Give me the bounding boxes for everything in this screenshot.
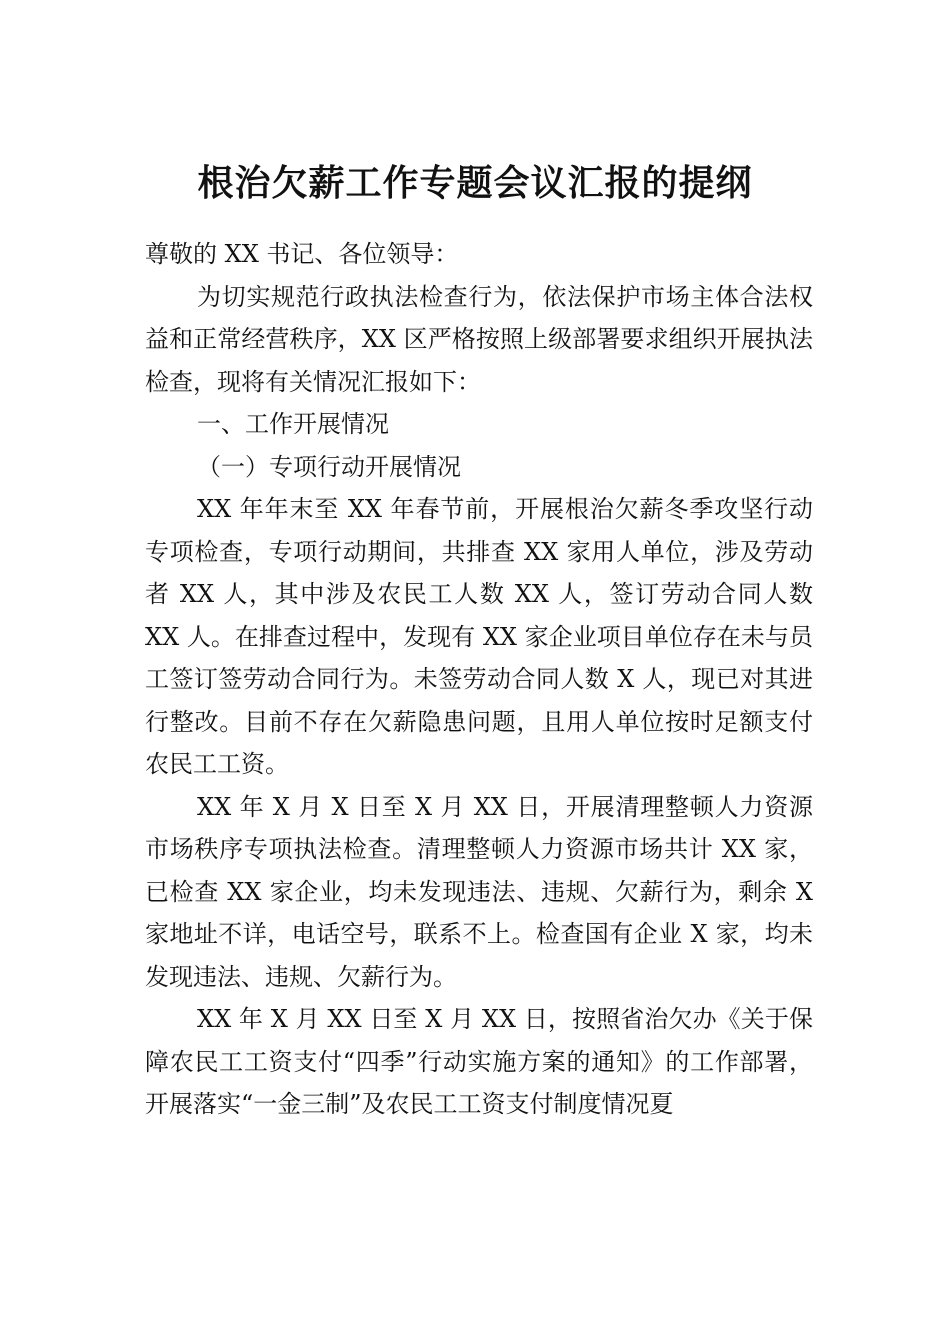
intro-paragraph: 为切实规范行政执法检查行为，依法保护市场主体合法权益和正常经营秩序，XX 区严格按照上级部署要求组织开展执法检查，现将有关情况汇报如下：	[145, 282, 813, 396]
subsection-heading: （一）专项行动开展情况	[197, 452, 461, 481]
body-paragraph-2: XX 年 X 月 X 日至 X 月 XX 日，开展清理整顿人力资源市场秩序专项执法检查。清理整顿人力资源市场共计 XX 家，已检查 XX 家企业，均未发现违法、违规、欠薪行为，剩余 X 家地址不详，电话空号，联系不上。检查国有企业 X 家，均未发现违法、违规、欠薪行为。	[145, 792, 813, 991]
document-title: 根治欠薪工作专题会议汇报的提纲	[197, 162, 753, 204]
body-paragraph-1: XX 年年末至 XX 年春节前，开展根治欠薪冬季攻坚行动专项检查，专项行动期间，共排查 XX 家用人单位，涉及劳动者 XX 人，其中涉及农民工人数 XX 人，签订劳动合同人数 XX 人。在排查过程中，发现有 XX 家企业项目单位存在未与员工签订签劳动合同行为。未签劳动合同人数 X 人，现已对其进行整改。目前不存在欠薪隐患问题，且用人单位按时足额支付农民工工资。	[145, 495, 813, 778]
salutation: 尊敬的 XX 书记、各位领导：	[145, 240, 459, 268]
body-paragraph-3: XX 年 X 月 XX 日至 X 月 XX 日，按照省治欠办《关于保障农民工工资支付“四季”行动实施方案的通知》的工作部署，开展落实“一金三制”及农民工工资支付制度情况夏	[145, 1005, 813, 1118]
section-heading: 一、工作开展情况	[197, 410, 389, 438]
document-body	[145, 233, 813, 1126]
